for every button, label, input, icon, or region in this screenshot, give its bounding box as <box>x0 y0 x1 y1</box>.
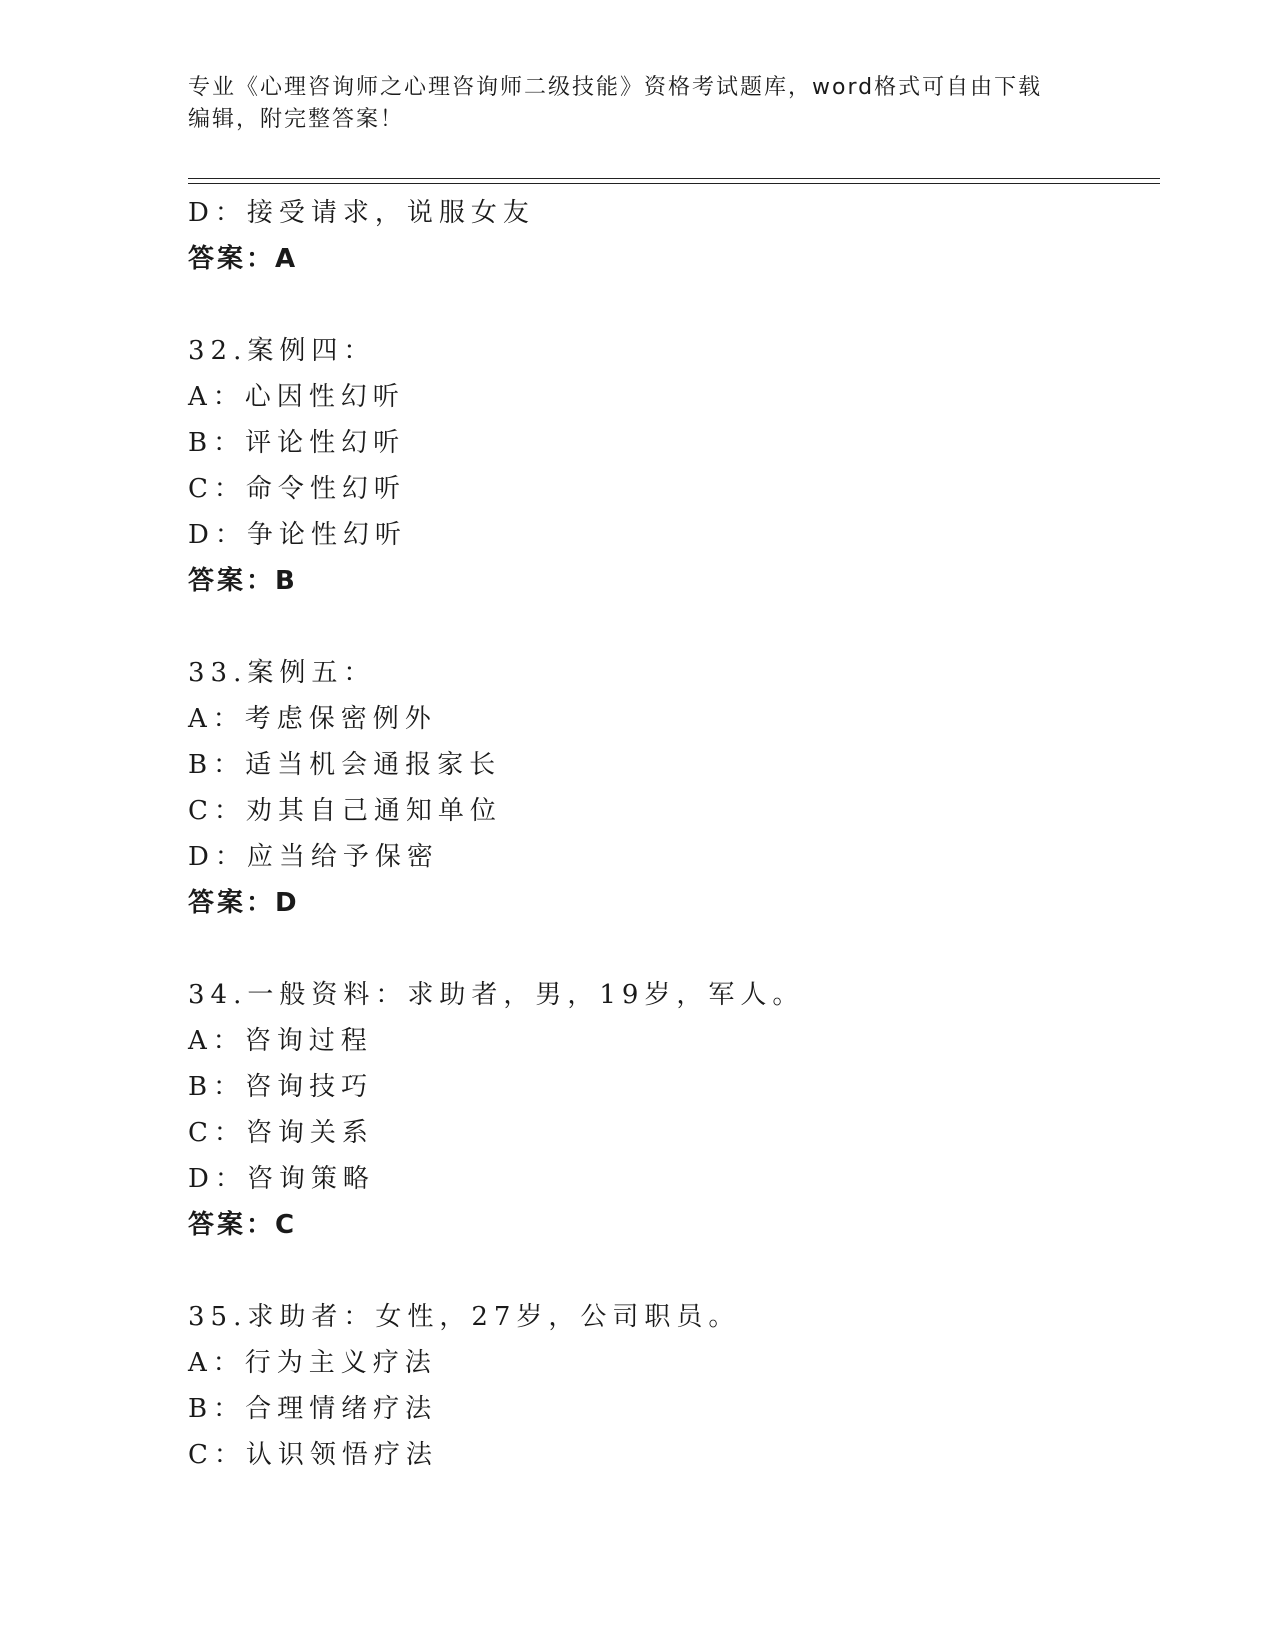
spacer <box>188 604 1148 650</box>
option-a: A：行为主义疗法 <box>188 1348 437 1378</box>
question-34 <box>188 972 1148 1248</box>
question-stem: 34.一般资料：求助者，男，19岁，军人。 <box>188 980 805 1010</box>
answer-line: 答案：A <box>188 244 299 274</box>
option-a: A：考虑保密例外 <box>188 704 437 734</box>
header-divider <box>188 178 1160 184</box>
answer-line: 答案：C <box>188 1210 298 1240</box>
option-c: C：命令性幻听 <box>188 474 406 504</box>
option-d: D：接受请求，说服女友 <box>188 198 535 228</box>
option-d: D：应当给予保密 <box>188 842 439 872</box>
option-b: B：评论性幻听 <box>188 428 406 458</box>
question-33 <box>188 650 1148 926</box>
option-a: A：咨询过程 <box>188 1026 373 1056</box>
document-header <box>188 72 1088 136</box>
spacer <box>188 1248 1148 1294</box>
option-c: C：劝其自己通知单位 <box>188 796 502 826</box>
question-stem: 33.案例五： <box>188 658 376 688</box>
answer-line: 答案：B <box>188 566 298 596</box>
option-c: C：咨询关系 <box>188 1118 374 1148</box>
question-stem: 35.求助者：女性，27岁，公司职员。 <box>188 1302 741 1332</box>
option-d: D：咨询策略 <box>188 1164 375 1194</box>
question-35 <box>188 1294 1148 1478</box>
option-b: B：合理情绪疗法 <box>188 1394 438 1424</box>
option-d: D：争论性幻听 <box>188 520 407 550</box>
answer-line: 答案：D <box>188 888 300 918</box>
question-stem: 32.案例四： <box>188 336 376 366</box>
question-32 <box>188 328 1148 604</box>
option-c: C：认识领悟疗法 <box>188 1440 438 1470</box>
option-a: A：心因性幻听 <box>188 382 405 412</box>
option-b: B：咨询技巧 <box>188 1072 374 1102</box>
header-line-2: 编辑，附完整答案！ <box>188 107 405 132</box>
spacer <box>188 282 1148 328</box>
spacer <box>188 926 1148 972</box>
header-line-1: 专业《心理咨询师之心理咨询师二级技能》资格考试题库，word格式可自由下载 <box>188 75 1043 100</box>
option-b: B：适当机会通报家长 <box>188 750 502 780</box>
question-list <box>188 190 1148 1478</box>
